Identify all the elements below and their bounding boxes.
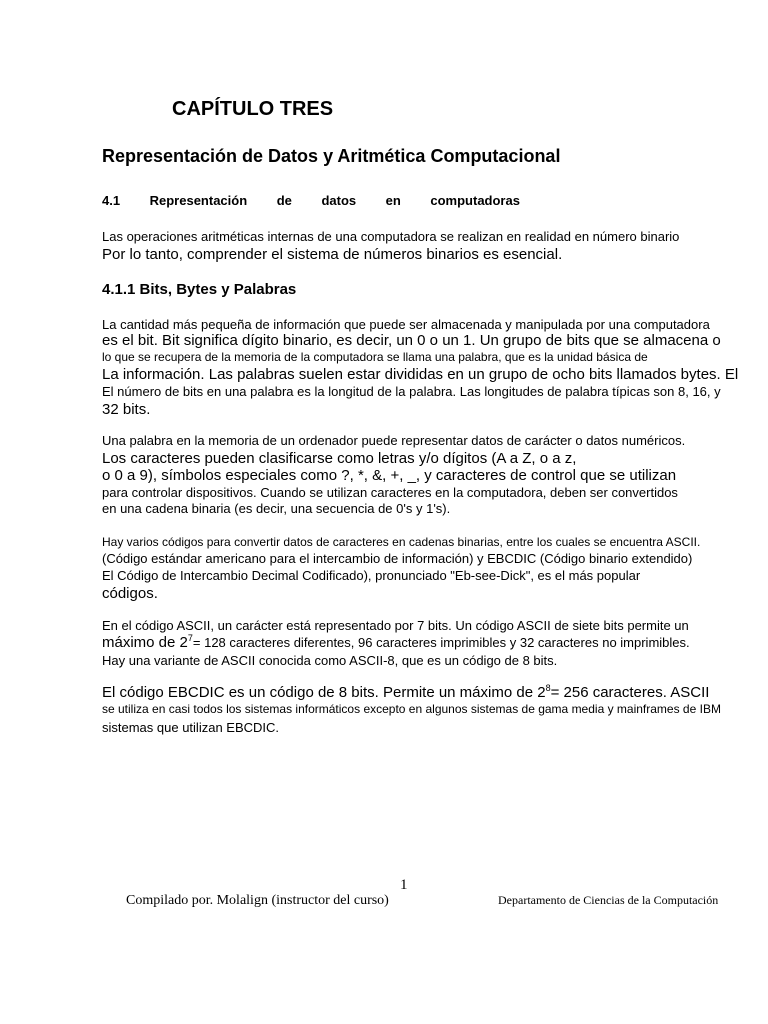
paragraph-text: máximo de 2: [102, 634, 188, 651]
paragraph-line: Los caracteres pueden clasificarse como letras y/o dígitos (A a Z, o a z,: [102, 450, 577, 467]
paragraph-line: [102, 350, 748, 364]
paragraph-line: El número de bits en una palabra es la longitud de la palabra. Las longitudes de palabra típicas son 8, 16, y: [102, 384, 721, 399]
paragraph-text: El código EBCDIC es un código de 8 bits. Permite un máximo de 2: [102, 684, 546, 701]
intro-line: Las operaciones aritméticas internas de una computadora se realizan en realidad en número binario: [102, 229, 680, 244]
paragraph-line: en una cadena binaria (es decir, una secuencia de 0's y 1's).: [102, 501, 451, 516]
paragraph-line: En el código ASCII, un carácter está representado por 7 bits. Un código ASCII de siete bits permite un: [102, 618, 689, 633]
paragraph-line: (Código estándar americano para el intercambio de información) y EBCDIC (Código binario extendido): [102, 551, 693, 566]
paragraph-line: códigos.: [102, 585, 158, 602]
paragraph-line-text: lo que se recupera de la memoria de la computadora se llama una palabra, que es la unidad básica de: [102, 350, 648, 364]
intro-line: Por lo tanto, comprender el sistema de números binarios es esencial.: [102, 246, 563, 263]
footer-compiler: Compilado por. Molalign (instructor del curso): [126, 893, 389, 908]
paragraph-line: se utiliza en casi todos los sistemas informáticos excepto en algunos sistemas de gama media y mainframes de IBM: [102, 702, 721, 716]
page-number: 1: [400, 877, 408, 893]
paragraph-line: El Código de Intercambio Decimal Codificado), pronunciado "Eb-see-Dick", es el más popular: [102, 568, 641, 583]
exponent: 8: [545, 683, 551, 693]
subsection-heading: 4.1.1 Bits, Bytes y Palabras: [102, 281, 297, 298]
paragraph-line: Hay varios códigos para convertir datos de caracteres en cadenas binarias, entre los cuales se encuentra ASCII.: [102, 535, 701, 549]
chapter-heading: CAPÍTULO TRES: [172, 98, 334, 120]
section-word: Representación: [149, 193, 248, 208]
paragraph-line: [102, 634, 690, 651]
section-word: datos: [321, 193, 357, 208]
paragraph-line: La cantidad más pequeña de información que puede ser almacenada y manipulada por una computadora: [102, 317, 710, 332]
paragraph-line: Hay una variante de ASCII conocida como ASCII-8, que es un código de 8 bits.: [102, 653, 558, 668]
paragraph-line: 32 bits.: [102, 401, 151, 418]
section-number: 4.1: [102, 193, 121, 208]
section-heading: [102, 193, 520, 208]
exponent: 7: [187, 633, 193, 643]
paragraph-line: sistemas que utilizan EBCDIC.: [102, 720, 280, 735]
section-word: de: [276, 193, 292, 208]
section-word: computadoras: [430, 193, 520, 208]
section-word: en: [385, 193, 401, 208]
paragraph-line: o 0 a 9), símbolos especiales como ?, *, &, +, _, y caracteres de control que se utilizan: [102, 467, 677, 484]
paragraph-text: = 256 caracteres. ASCII: [550, 684, 710, 701]
paragraph-line: es el bit. Bit significa dígito binario, es decir, un 0 o un 1. Un grupo de bits que se almacena o: [102, 332, 721, 349]
chapter-title: Representación de Datos y Aritmética Computacional: [102, 146, 561, 166]
paragraph-line: La información. Las palabras suelen estar divididas en un grupo de ocho bits llamados bytes. El: [102, 366, 739, 383]
paragraph-line: [102, 684, 709, 701]
paragraph-line: para controlar dispositivos. Cuando se utilizan caracteres en la computadora, deben ser convertidos: [102, 485, 678, 500]
footer-department: Departamento de Ciencias de la Computación: [498, 893, 719, 907]
paragraph-text: = 128 caracteres diferentes, 96 caracteres imprimibles y 32 caracteres no imprimibles.: [192, 635, 690, 650]
paragraph-line: Una palabra en la memoria de un ordenador puede representar datos de carácter o datos numéricos.: [102, 433, 686, 448]
